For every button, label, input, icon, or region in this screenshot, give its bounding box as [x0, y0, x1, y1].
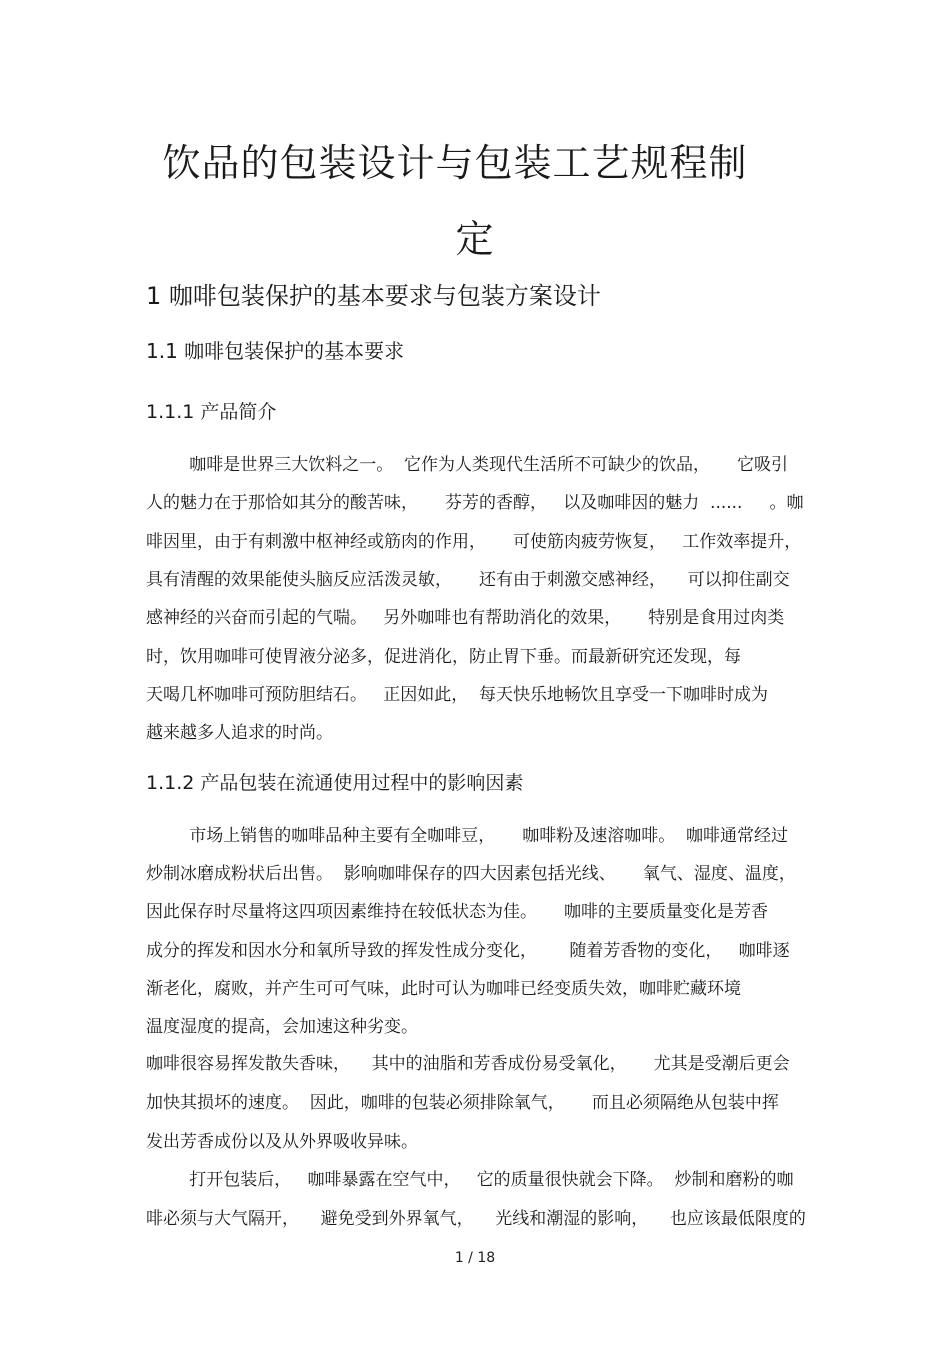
text-line: 具有清醒的效果能使头脑反应活泼灵敏， 还有由于刺激交感神经， 可以抑住副交	[146, 570, 790, 590]
text-line: 市场上销售的咖啡品种主要有全咖啡豆， 咖啡粉及速溶咖啡。 咖啡通常经过	[146, 826, 789, 846]
text-line: 人的魅力在于那恰如其分的酸苦味， 芬芳的香醇， 以及咖啡因的魅力 ...... 。咖	[146, 493, 804, 513]
text-line: 加快其损坏的速度。 因此，咖啡的包装必须排除氧气， 而且必须隔绝从包装中挥	[146, 1093, 779, 1113]
text-line: 越来越多人追求的时尚。	[146, 723, 333, 743]
text-line: 啡因里，由于有刺激中枢神经或筋肉的作用， 可使筋肉疲劳恢复， 工作效率提升，	[146, 532, 802, 552]
section-heading-1-1-2: 1.1.2 产品包装在流通使用过程中的影响因素	[146, 772, 524, 794]
text-line: 咖啡很容易挥发散失香味， 其中的油脂和芳香成份易受氧化， 尤其是受潮后更会	[146, 1054, 790, 1074]
text-line: 打开包装后， 咖啡暴露在空气中， 它的质量很快就会下降。 炒制和磨粉的咖	[146, 1170, 794, 1190]
doc-title-line2: 定	[455, 217, 495, 261]
text-line: 感神经的兴奋而引起的气喘。 另外咖啡也有帮助消化的效果， 特别是食用过肉类	[146, 608, 785, 628]
text-line: 因此保存时尽量将这四项因素维持在较低状态为佳。 咖啡的主要质量变化是芳香	[146, 902, 769, 922]
text-line: 咖啡是世界三大饮料之一。 它作为人类现代生活所不可缺少的饮品， 它吸引	[146, 455, 789, 475]
text-line: 时，饮用咖啡可使胃液分泌多，促进消化，防止胃下垂。而最新研究还发现，每	[146, 647, 741, 667]
section-heading-1: 1 咖啡包装保护的基本要求与包装方案设计	[146, 282, 601, 310]
text-line: 成分的挥发和因水分和氧所导致的挥发性成分变化， 随着芳香物的变化， 咖啡逐	[146, 941, 790, 961]
text-line: 发出芳香成份以及从外界吸收异味。	[146, 1132, 418, 1152]
section-heading-1-1-1: 1.1.1 产品简介	[146, 401, 277, 423]
text-line: 炒制冰磨成粉状后出售。 影响咖啡保存的四大因素包括光线、 氧气、湿度、温度，	[146, 864, 796, 884]
section-heading-1-1: 1.1 咖啡包装保护的基本要求	[146, 339, 405, 363]
doc-title-line1: 饮品的包装设计与包装工艺规程制	[162, 141, 748, 185]
text-line: 天喝几杯咖啡可预防胆结石。 正因如此， 每天快乐地畅饮且享受一下咖啡时成为	[146, 685, 769, 705]
page-number: 1 / 18	[454, 1250, 496, 1266]
text-line: 温度湿度的提高，会加速这种劣变。	[146, 1017, 418, 1037]
text-line: 渐老化，腐败，并产生可可气味，此时可认为咖啡已经变质失效，咖啡贮藏环境	[146, 979, 741, 999]
text-line: 啡必须与大气隔开， 避免受到外界氧气， 光线和潮湿的影响， 也应该最低限度的	[146, 1209, 806, 1229]
